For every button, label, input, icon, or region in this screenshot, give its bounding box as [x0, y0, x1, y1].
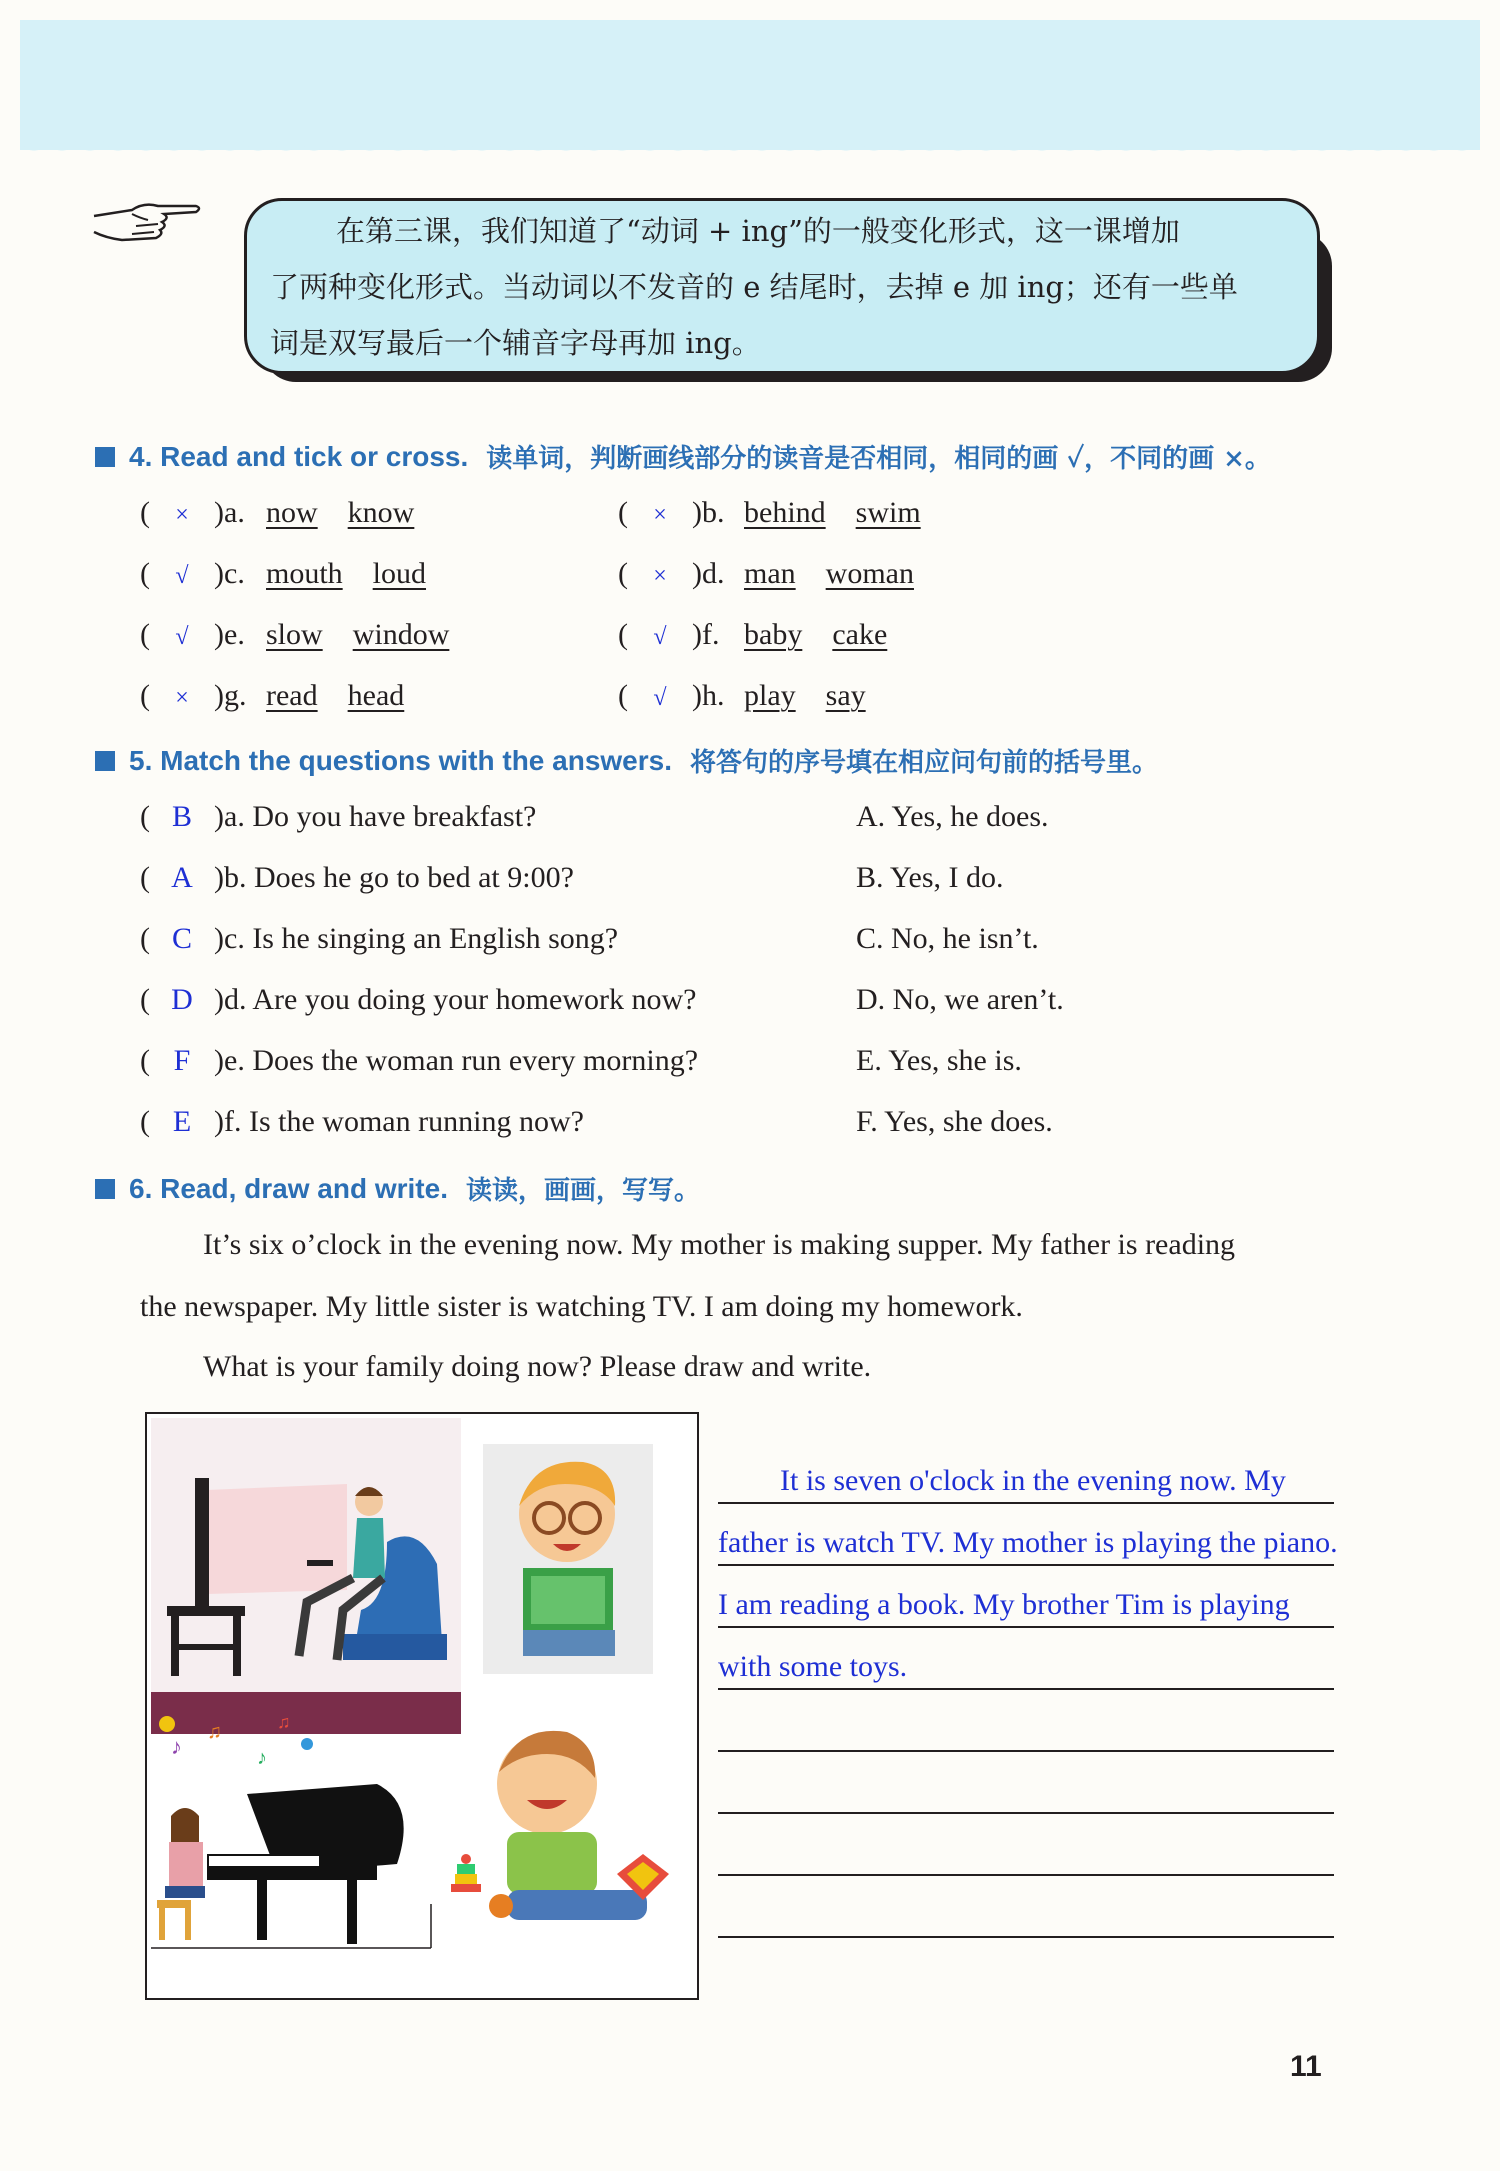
section-title: 4. Read and tick or cross.: [129, 440, 469, 472]
answer-letter[interactable]: B: [171, 800, 192, 833]
open-paren: (: [140, 557, 150, 590]
word-one: mouth: [266, 557, 343, 590]
word-one: man: [744, 557, 796, 590]
match-answer: B. Yes, I do.: [856, 861, 1004, 894]
answer-mark[interactable]: √: [175, 624, 189, 650]
writing-line: [718, 1750, 1334, 1752]
question-text: f. Is the woman running now?: [224, 1105, 584, 1138]
writing-line: [718, 1564, 1334, 1566]
tick-cross-item: [140, 557, 426, 591]
word-two: head: [347, 679, 405, 712]
match-answer: A. Yes, he does.: [856, 800, 1049, 833]
close-paren: ): [692, 496, 702, 529]
tip-line: 在第三课，我们知道了“动词 + ing”的一般变化形式，这一课增加: [336, 214, 1180, 248]
close-paren: ): [692, 557, 702, 590]
answer-letter[interactable]: E: [172, 1105, 192, 1138]
svg-text:♫: ♫: [277, 1712, 291, 1732]
close-paren: ): [214, 1105, 224, 1138]
word-two: know: [347, 496, 415, 529]
close-paren: ): [692, 618, 702, 651]
close-paren: ): [214, 496, 224, 529]
open-paren: (: [140, 1105, 150, 1138]
match-answer: F. Yes, she does.: [856, 1105, 1053, 1138]
open-paren: (: [140, 861, 150, 894]
match-answer: C. No, he isn’t.: [856, 922, 1039, 955]
tip-line: 了两种变化形式。当动词以不发音的 e 结尾时，去掉 e 加 ing；还有一些单: [270, 270, 1238, 304]
word-two: loud: [372, 557, 427, 590]
open-paren: (: [618, 618, 628, 651]
tip-text: [270, 203, 1290, 371]
section-instruction: 将答句的序号填在相应问句前的括号里。: [690, 748, 1159, 778]
answer-mark[interactable]: ×: [653, 502, 667, 528]
writing-line: [718, 1936, 1334, 1938]
word-two: woman: [825, 557, 914, 590]
open-paren: (: [140, 922, 150, 955]
open-paren: (: [140, 1044, 150, 1077]
section-instruction: 读读，画画，写写。: [465, 1176, 700, 1206]
answer-letter[interactable]: D: [171, 983, 193, 1016]
header-band: [20, 20, 1480, 150]
tick-cross-item: [618, 618, 887, 652]
word-two: cake: [832, 618, 888, 651]
written-answer-line: with some toys.: [718, 1650, 908, 1683]
close-paren: ): [214, 861, 224, 894]
tip-line: 词是双写最后一个辅音字母再加 ing。: [270, 326, 761, 360]
close-paren: ): [214, 1044, 224, 1077]
section-title: 6. Read, draw and write.: [129, 1172, 448, 1204]
answer-mark[interactable]: √: [653, 685, 667, 711]
item-letter: c.: [224, 557, 245, 590]
open-paren: (: [140, 983, 150, 1016]
tv-scene: [151, 1418, 461, 1734]
open-paren: (: [140, 496, 150, 529]
answer-mark[interactable]: ×: [653, 563, 667, 589]
writing-line: [718, 1812, 1334, 1814]
open-paren: (: [140, 618, 150, 651]
close-paren: ): [214, 679, 224, 712]
word-one: slow: [266, 618, 323, 651]
section-marker-icon: [95, 1179, 115, 1199]
question-text: c. Is he singing an English song?: [224, 922, 619, 955]
tick-cross-item: [618, 496, 921, 530]
word-two: window: [352, 618, 450, 651]
reading-paragraph: the newspaper. My little sister is watching TV. I am doing my homework.: [140, 1290, 1023, 1323]
drawing-frame: [145, 1412, 699, 2000]
match-question: [140, 983, 696, 1017]
close-paren: ): [692, 679, 702, 712]
word-one: behind: [744, 496, 826, 529]
reading-paragraph: What is your family doing now? Please draw and write.: [203, 1350, 872, 1383]
word-one: play: [744, 679, 796, 712]
close-paren: ): [214, 922, 224, 955]
item-letter: d.: [702, 557, 725, 590]
reading-boy: [483, 1444, 653, 1674]
page-number: 11: [1290, 2050, 1322, 2083]
answer-letter[interactable]: C: [171, 922, 192, 955]
word-two: swim: [855, 496, 921, 529]
question-text: a. Do you have breakfast?: [224, 800, 537, 833]
answer-mark[interactable]: ×: [175, 502, 189, 528]
section-5-heading: [95, 742, 1158, 779]
word-one: now: [266, 496, 318, 529]
section-6-heading: [95, 1170, 700, 1207]
item-letter: h.: [702, 679, 725, 712]
writing-line: [718, 1502, 1334, 1504]
item-letter: f.: [702, 618, 720, 651]
pointing-hand-icon: [92, 198, 202, 248]
toy-boy: [451, 1731, 669, 1920]
item-letter: b.: [702, 496, 725, 529]
match-question: [140, 1044, 698, 1078]
close-paren: ): [214, 800, 224, 833]
writing-line: [718, 1688, 1334, 1690]
section-marker-icon: [95, 751, 115, 771]
close-paren: ): [214, 983, 224, 1016]
tick-cross-item: [140, 618, 449, 652]
section-instruction: 读单词，判断画线部分的读音是否相同，相同的画 ✓，不同的画 ×。: [486, 444, 1271, 474]
open-paren: (: [618, 679, 628, 712]
section-title: 5. Match the questions with the answers.: [129, 744, 672, 776]
answer-letter[interactable]: A: [171, 861, 193, 894]
question-text: d. Are you doing your homework now?: [224, 983, 697, 1016]
svg-text:♫: ♫: [207, 1721, 222, 1743]
match-question: [140, 922, 618, 956]
tick-cross-item: [140, 679, 404, 713]
reading-paragraph: It’s six o’clock in the evening now. My mother is making supper. My father is reading: [203, 1228, 1236, 1261]
answer-letter[interactable]: F: [173, 1044, 191, 1077]
tick-cross-item: [618, 679, 866, 713]
family-illustration: [147, 1414, 697, 1998]
word-two: say: [825, 679, 866, 712]
question-text: e. Does the woman run every morning?: [224, 1044, 699, 1077]
section-marker-icon: [95, 447, 115, 467]
answer-mark[interactable]: ×: [175, 685, 189, 711]
item-letter: g.: [224, 679, 247, 712]
written-answer-line: I am reading a book. My brother Tim is playing: [718, 1588, 1290, 1621]
svg-text:♪: ♪: [257, 1747, 267, 1769]
written-answer-line: father is watch TV. My mother is playing the piano.: [718, 1526, 1338, 1559]
open-paren: (: [618, 557, 628, 590]
open-paren: (: [140, 679, 150, 712]
item-letter: a.: [224, 496, 245, 529]
close-paren: ): [214, 618, 224, 651]
open-paren: (: [618, 496, 628, 529]
writing-line: [718, 1626, 1334, 1628]
word-one: read: [266, 679, 318, 712]
piano-scene: [151, 1712, 431, 1948]
match-question: [140, 1105, 584, 1139]
section-4-heading: [95, 438, 1271, 475]
answer-mark[interactable]: √: [175, 563, 189, 589]
match-answer: D. No, we aren’t.: [856, 983, 1064, 1016]
match-question: [140, 861, 574, 895]
close-paren: ): [214, 557, 224, 590]
svg-text:♪: ♪: [171, 1734, 182, 1759]
match-answer: E. Yes, she is.: [856, 1044, 1022, 1077]
item-letter: e.: [224, 618, 245, 651]
written-answer-line: It is seven o'clock in the evening now. My: [780, 1464, 1286, 1497]
word-one: baby: [744, 618, 803, 651]
open-paren: (: [140, 800, 150, 833]
answer-mark[interactable]: √: [653, 624, 667, 650]
tick-cross-item: [140, 496, 414, 530]
writing-line: [718, 1874, 1334, 1876]
match-question: [140, 800, 536, 834]
tick-cross-item: [618, 557, 914, 591]
question-text: b. Does he go to bed at 9:00?: [224, 861, 574, 894]
